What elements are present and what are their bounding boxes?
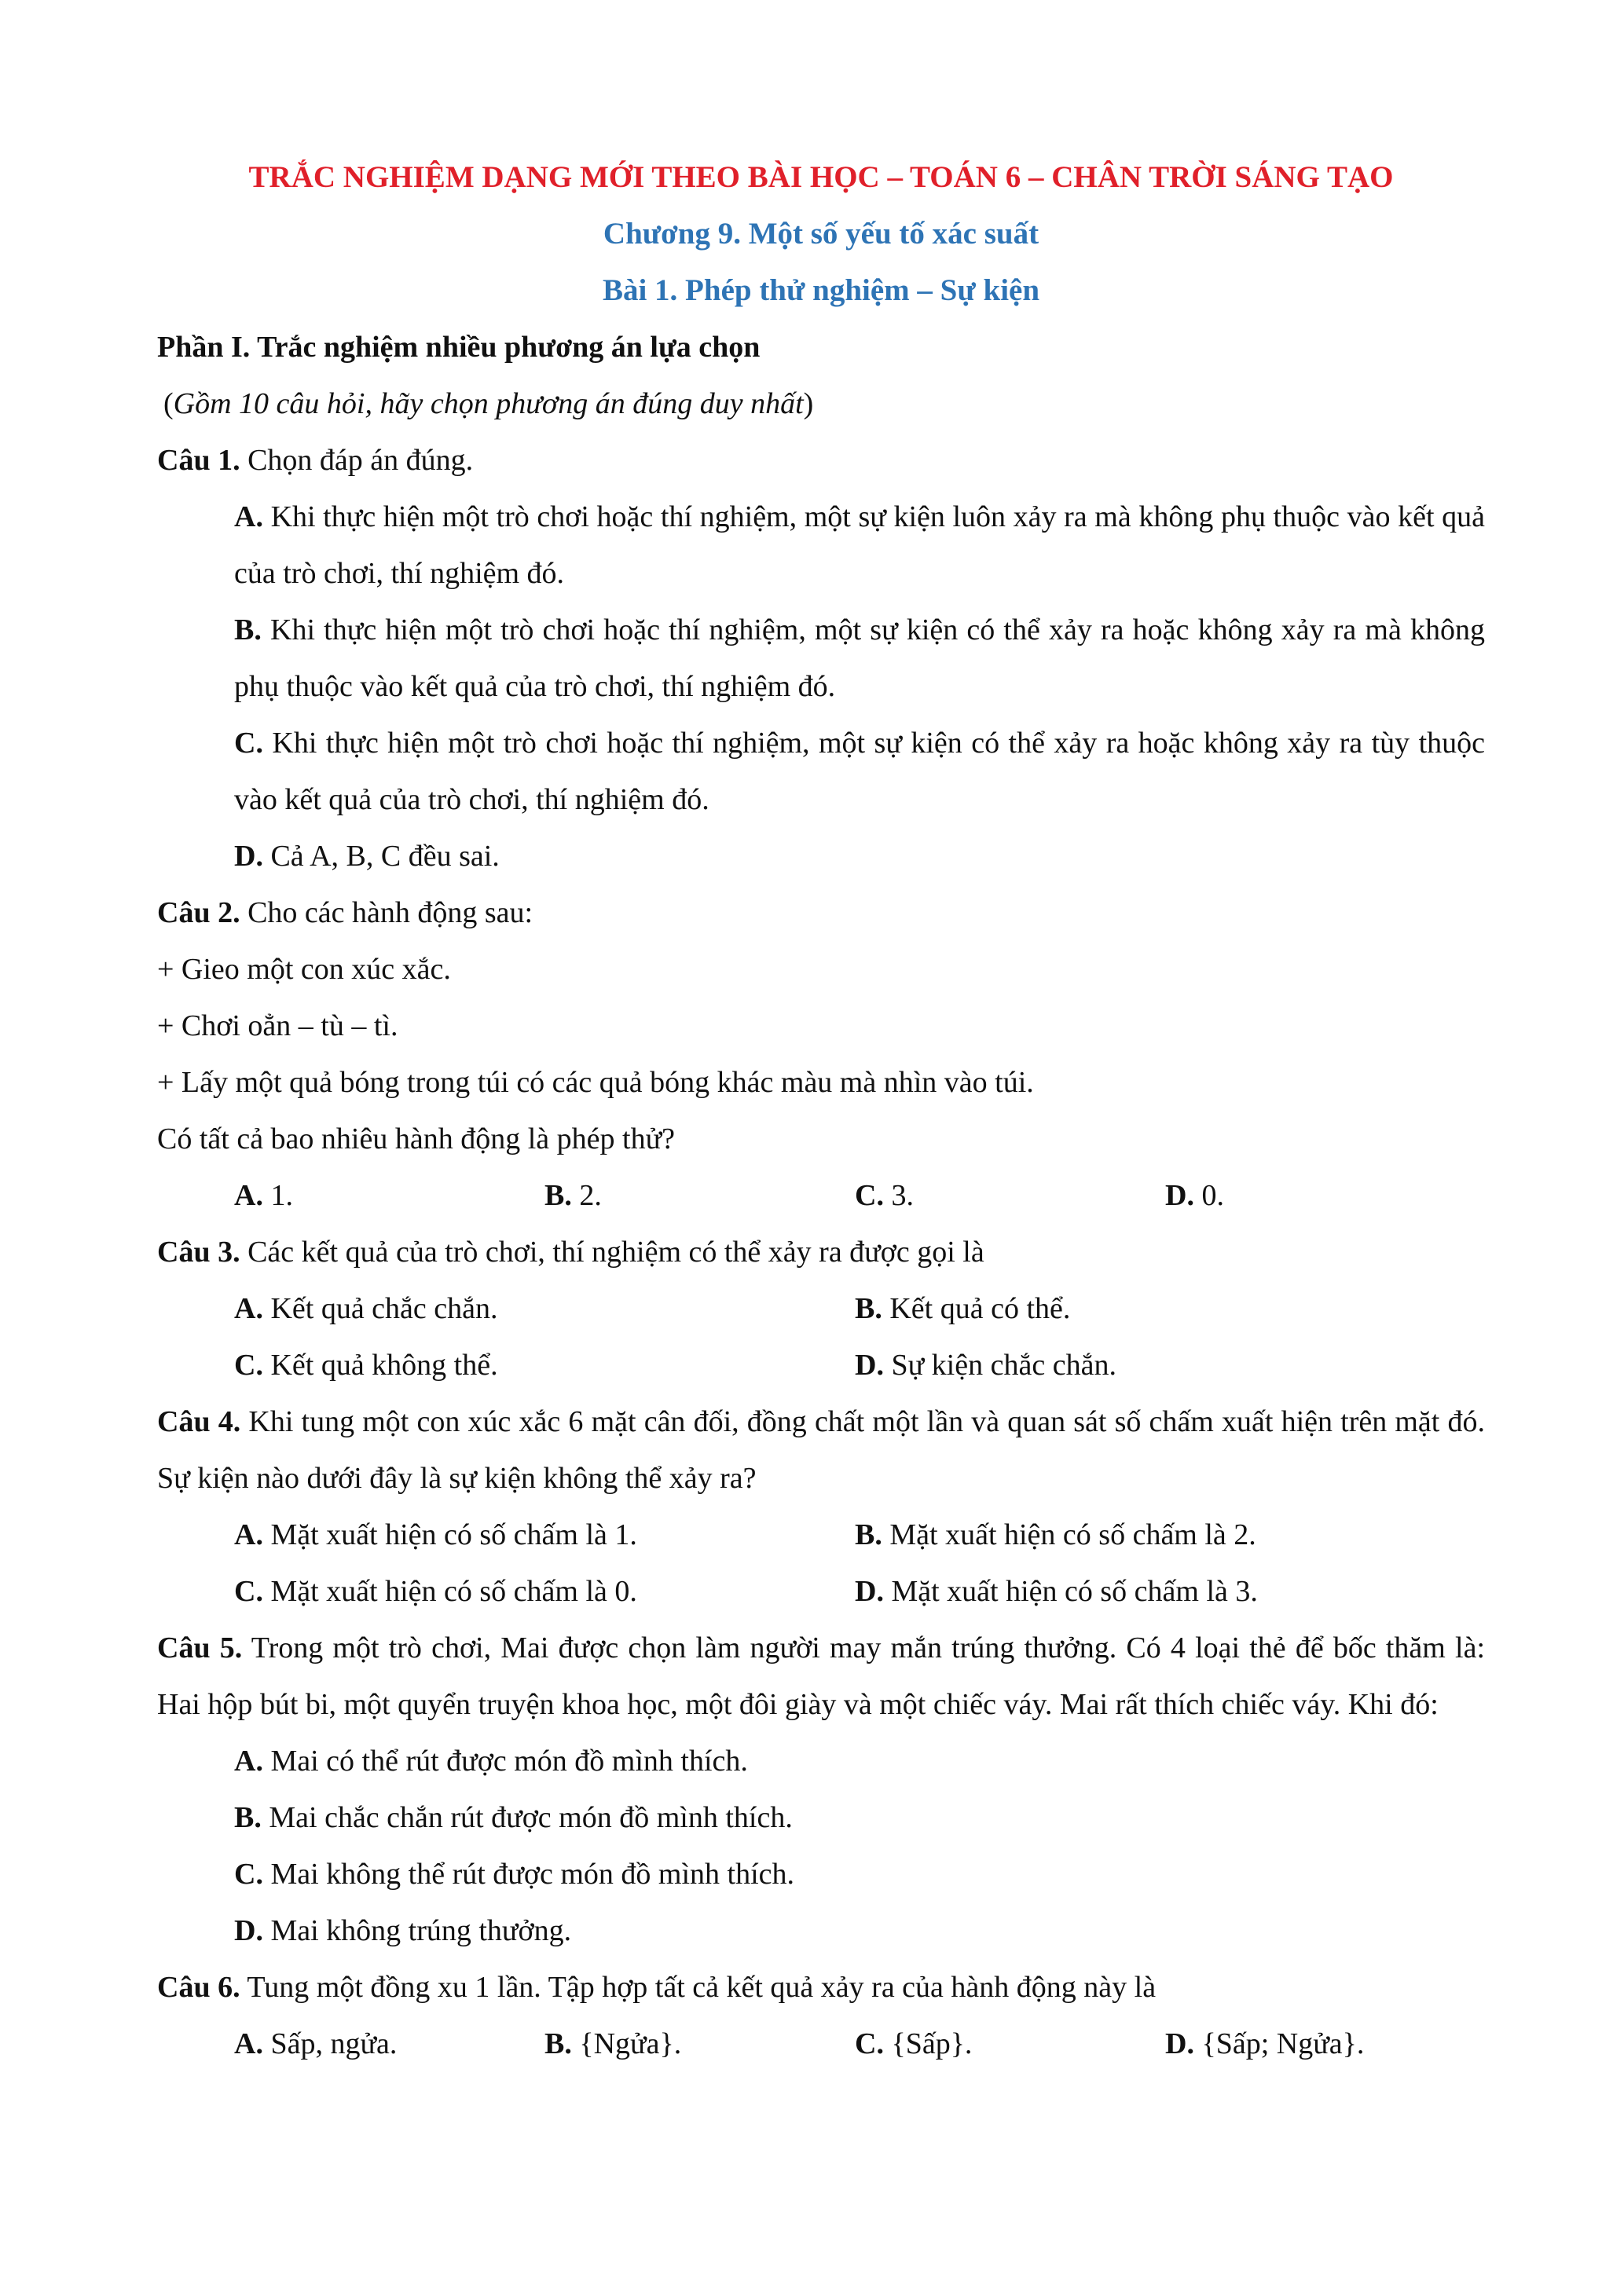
question-6-option-a[interactable]: A. Sấp, ngửa. bbox=[234, 2027, 398, 2060]
question-3-option-c[interactable]: C. Kết quả không thể. bbox=[234, 1349, 498, 1382]
list-item: + Chơi oẳn – tù – tì. bbox=[157, 1009, 398, 1042]
question-4-option-c[interactable]: C. Mặt xuất hiện có số chấm là 0. bbox=[234, 1575, 637, 1608]
question-text: Trong một trò chơi, Mai được chọn làm người may mắn trúng thưởng. Có 4 loại thẻ để bốc thăm là: Hai hộp bút bi, một quyển truyện khoa học, một đôi giày và một chiếc váy. Mai rất thích chiếc váy. Khi đó: bbox=[157, 1631, 1486, 1721]
question-3-option-a[interactable]: A. Kết quả chắc chắn. bbox=[234, 1292, 498, 1325]
question-4-options-row-2 bbox=[157, 1563, 1485, 1620]
chapter-title: Chương 9. Một số yếu tố xác suất bbox=[603, 217, 1039, 251]
question-4-option-b[interactable]: B. Mặt xuất hiện có số chấm là 2. bbox=[855, 1518, 1256, 1551]
question-2-option-d[interactable]: D. 0. bbox=[1165, 1179, 1224, 1212]
question-4-options-row-1 bbox=[157, 1507, 1485, 1563]
document-page bbox=[157, 149, 1485, 2072]
question-4-option-a[interactable]: A. Mặt xuất hiện có số chấm là 1. bbox=[234, 1518, 637, 1551]
part-note-text: Gồm 10 câu hỏi, hãy chọn phương án đúng duy nhất bbox=[173, 387, 804, 420]
question-1 bbox=[157, 432, 1485, 489]
question-label: Câu 3. bbox=[157, 1236, 240, 1269]
document-title: TRẮC NGHIỆM DẠNG MỚI THEO BÀI HỌC – TOÁN 6 – CHÂN TRỜI SÁNG TẠO bbox=[248, 160, 1394, 194]
question-2-option-a[interactable]: A. 1. bbox=[234, 1179, 293, 1212]
question-2-option-b[interactable]: B. 2. bbox=[544, 1179, 602, 1212]
question-5 bbox=[157, 1620, 1485, 1733]
list-item: + Lấy một quả bóng trong túi có các quả bóng khác màu mà nhìn vào túi. bbox=[157, 1066, 1034, 1099]
question-3-options-row-1 bbox=[157, 1280, 1485, 1337]
question-text: Tung một đồng xu 1 lần. Tập hợp tất cả kết quả xảy ra của hành động này là bbox=[240, 1971, 1157, 2004]
question-5-option-d[interactable]: D. Mai không trúng thưởng. bbox=[234, 1914, 572, 1947]
question-label: Câu 6. bbox=[157, 1971, 240, 2004]
question-5-option-a[interactable]: A. Mai có thể rút được món đồ mình thích. bbox=[234, 1745, 748, 1778]
question-text: Cho các hành động sau: bbox=[240, 896, 533, 929]
question-1-option-c[interactable]: C. Khi thực hiện một trò chơi hoặc thí nghiệm, một sự kiện có thể xảy ra hoặc không xảy ra tùy thuộc vào kết quả của trò chơi, thí nghiệm đó. bbox=[234, 727, 1485, 816]
question-1-option-d[interactable]: D. Cả A, B, C đều sai. bbox=[234, 840, 500, 873]
question-1-option-b[interactable]: B. Khi thực hiện một trò chơi hoặc thí nghiệm, một sự kiện có thể xảy ra hoặc không xảy ra mà không phụ thuộc vào kết quả của trò chơi, thí nghiệm đó. bbox=[234, 613, 1485, 703]
question-3 bbox=[157, 1224, 1485, 1280]
question-label: Câu 5. bbox=[157, 1631, 243, 1664]
question-label: Câu 1. bbox=[157, 444, 240, 477]
question-5-option-b[interactable]: B. Mai chắc chắn rút được món đồ mình thích. bbox=[234, 1801, 793, 1834]
question-6-option-c[interactable]: C. {Sấp}. bbox=[855, 2027, 973, 2060]
question-text: Các kết quả của trò chơi, thí nghiệm có thể xảy ra được gọi là bbox=[240, 1236, 984, 1269]
question-3-option-d[interactable]: D. Sự kiện chắc chắn. bbox=[855, 1349, 1116, 1382]
question-5-option-c[interactable]: C. Mai không thể rút được món đồ mình thích. bbox=[234, 1858, 795, 1891]
question-2-options bbox=[157, 1167, 1485, 1224]
question-2-option-c[interactable]: C. 3. bbox=[855, 1179, 914, 1212]
part-note: (Gồm 10 câu hỏi, hãy chọn phương án đúng duy nhất) bbox=[163, 387, 814, 420]
question-3-options-row-2 bbox=[157, 1337, 1485, 1393]
question-text: Chọn đáp án đúng. bbox=[240, 444, 474, 477]
lesson-title: Bài 1. Phép thử nghiệm – Sự kiện bbox=[602, 273, 1040, 307]
question-label: Câu 4. bbox=[157, 1405, 241, 1438]
list-item: + Gieo một con xúc xắc. bbox=[157, 953, 451, 986]
question-6-options bbox=[157, 2016, 1485, 2072]
question-label: Câu 2. bbox=[157, 896, 240, 929]
question-3-option-b[interactable]: B. Kết quả có thể. bbox=[855, 1292, 1071, 1325]
question-4 bbox=[157, 1393, 1485, 1507]
part-title: Phần I. Trắc nghiệm nhiều phương án lựa chọn bbox=[157, 331, 761, 364]
question-prompt: Có tất cả bao nhiêu hành động là phép thử? bbox=[157, 1122, 676, 1155]
question-1-option-a[interactable]: A. Khi thực hiện một trò chơi hoặc thí nghiệm, một sự kiện luôn xảy ra mà không phụ thuộc vào kết quả của trò chơi, thí nghiệm đó. bbox=[234, 500, 1485, 590]
question-6-option-b[interactable]: B. {Ngửa}. bbox=[544, 2027, 682, 2060]
question-2 bbox=[157, 884, 1485, 941]
question-4-option-d[interactable]: D. Mặt xuất hiện có số chấm là 3. bbox=[855, 1575, 1258, 1608]
question-text: Khi tung một con xúc xắc 6 mặt cân đối, đồng chất một lần và quan sát số chấm xuất hiện trên mặt đó. Sự kiện nào dưới đây là sự kiện không thể xảy ra? bbox=[157, 1405, 1486, 1495]
question-6 bbox=[157, 1959, 1485, 2016]
question-6-option-d[interactable]: D. {Sấp; Ngửa}. bbox=[1165, 2027, 1365, 2060]
